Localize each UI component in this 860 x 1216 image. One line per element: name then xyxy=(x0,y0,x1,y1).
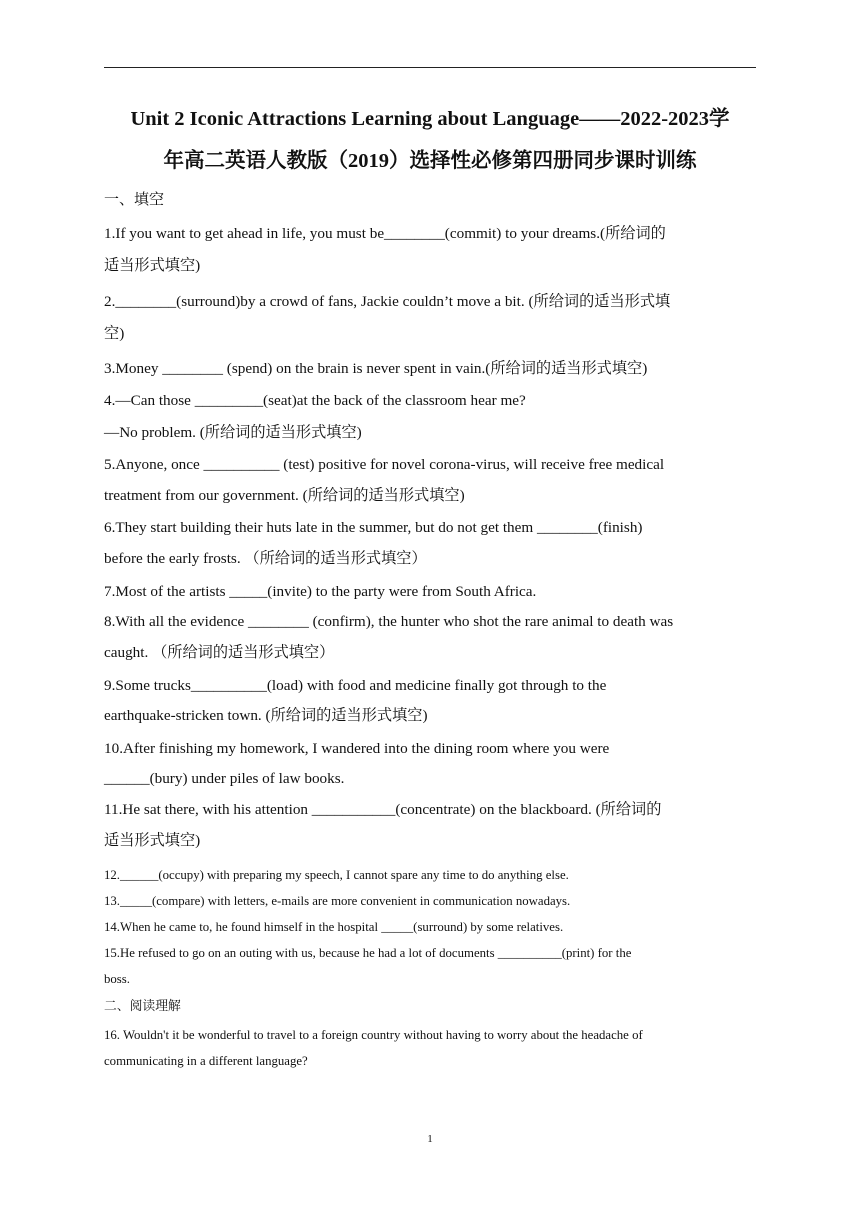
question-15-line-1: 15.He refused to go on an outing with us, because he had a lot of documents __________(print) for the xyxy=(104,946,632,960)
question-12: 12.______(occupy) with preparing my speech, I cannot spare any time to do anything else. xyxy=(104,868,569,882)
document-title-line-2: 年高二英语人教版（2019）选择性必修第四册同步课时训练 xyxy=(163,150,697,172)
section-heading-reading: 二、阅读理解 xyxy=(104,999,181,1013)
question-2-line-1: 2.________(surround)by a crowd of fans, Jackie couldn’t move a bit. (所给词的适当形式填 xyxy=(104,293,671,310)
passage-16-line-1: 16. Wouldn't it be wonderful to travel to a foreign country without having to worry about the headache of xyxy=(104,1028,643,1042)
document-title-line-1: Unit 2 Iconic Attractions Learning about Language——2022-2023学 xyxy=(130,108,730,130)
question-1-line-2: 适当形式填空) xyxy=(104,257,201,274)
question-9-line-1: 9.Some trucks__________(load) with food and medicine finally got through to the xyxy=(104,677,607,694)
passage-16-line-2: communicating in a different language? xyxy=(104,1054,308,1068)
header-rule xyxy=(104,67,756,68)
question-2-line-2: 空) xyxy=(104,325,125,342)
question-8-line-2: caught. （所给词的适当形式填空） xyxy=(104,644,335,661)
question-9-line-2: earthquake-stricken town. (所给词的适当形式填空) xyxy=(104,707,428,724)
section-heading-fill-in: 一、填空 xyxy=(104,192,165,208)
question-10-line-2: ______(bury) under piles of law books. xyxy=(104,770,345,787)
question-3: 3.Money ________ (spend) on the brain is never spent in vain.(所给词的适当形式填空) xyxy=(104,360,648,377)
question-7: 7.Most of the artists _____(invite) to the party were from South Africa. xyxy=(104,583,537,600)
question-4-line-1: 4.—Can those _________(seat)at the back of the classroom hear me? xyxy=(104,392,526,409)
question-6-line-2: before the early frosts. （所给词的适当形式填空） xyxy=(104,550,427,567)
question-11-line-2: 适当形式填空) xyxy=(104,832,201,849)
question-6-line-1: 6.They start building their huts late in the summer, but do not get them ________(finish) xyxy=(104,519,643,536)
question-14: 14.When he came to, he found himself in the hospital _____(surround) by some relatives. xyxy=(104,920,564,934)
question-13: 13._____(compare) with letters, e-mails are more convenient in communication nowadays. xyxy=(104,894,571,908)
page-number: 1 xyxy=(427,1133,433,1145)
question-4-line-2: —No problem. (所给词的适当形式填空) xyxy=(104,424,362,441)
question-11-line-1: 11.He sat there, with his attention ___________(concentrate) on the blackboard. (所给词的 xyxy=(104,801,662,818)
question-5-line-2: treatment from our government. (所给词的适当形式填空) xyxy=(104,487,465,504)
question-8-line-1: 8.With all the evidence ________ (confirm), the hunter who shot the rare animal to death was xyxy=(104,613,674,630)
question-10-line-1: 10.After finishing my homework, I wandered into the dining room where you were xyxy=(104,740,610,757)
question-5-line-1: 5.Anyone, once __________ (test) positive for novel corona-virus, will receive free medical xyxy=(104,456,665,473)
question-15-line-2: boss. xyxy=(104,972,130,986)
question-1-line-1: 1.If you want to get ahead in life, you must be________(commit) to your dreams.(所给词的 xyxy=(104,225,666,242)
